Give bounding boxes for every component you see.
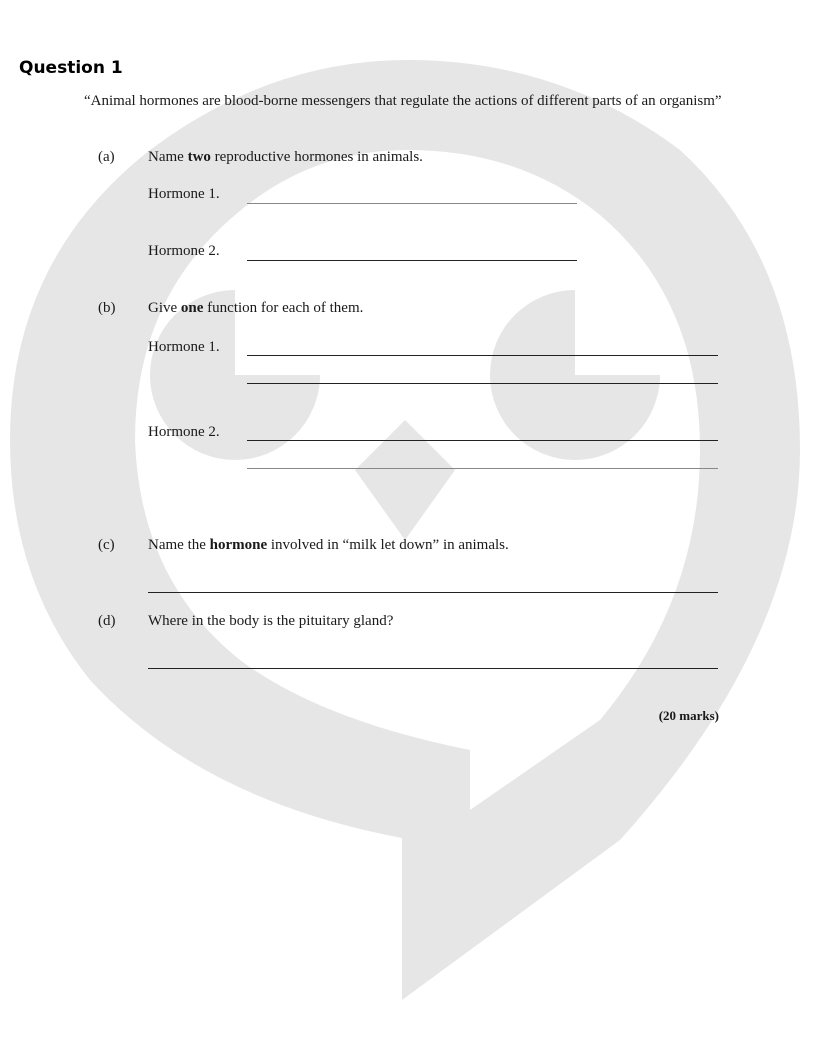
part-c-label: (c) <box>98 537 115 553</box>
part-c-text: Name the hormone involved in “milk let down” in animals. <box>148 537 509 553</box>
part-a-text: Name two reproductive hormones in animals. <box>148 149 423 165</box>
part-b-hormone2-answer-line-1[interactable] <box>247 440 718 441</box>
part-b-hormone2-answer-line-2[interactable] <box>247 468 718 469</box>
marks-total: (20 marks) <box>658 708 719 723</box>
part-d-label: (d) <box>98 613 116 629</box>
question-title: Question 1 <box>19 58 123 78</box>
part-a-label: (a) <box>98 149 115 165</box>
part-b-hormone2-label: Hormone 2. <box>148 424 220 440</box>
part-b-hormone1-answer-line-1[interactable] <box>247 355 718 356</box>
question-quote: “Animal hormones are blood-borne messengers that regulate the actions of different parts of an organism” <box>84 93 722 109</box>
part-d-text: Where in the body is the pituitary gland? <box>148 613 394 629</box>
part-b-label: (b) <box>98 300 116 316</box>
part-a-hormone2-answer-line[interactable] <box>247 260 577 261</box>
part-a-hormone2-label: Hormone 2. <box>148 243 220 259</box>
part-b-hormone1-label: Hormone 1. <box>148 339 220 355</box>
part-b-text: Give one function for each of them. <box>148 300 364 316</box>
part-c-answer-line[interactable] <box>148 592 718 593</box>
part-d-answer-line[interactable] <box>148 668 718 669</box>
part-b-hormone1-answer-line-2[interactable] <box>247 383 718 384</box>
part-a-hormone1-answer-line[interactable] <box>247 203 577 204</box>
part-a-hormone1-label: Hormone 1. <box>148 186 220 202</box>
